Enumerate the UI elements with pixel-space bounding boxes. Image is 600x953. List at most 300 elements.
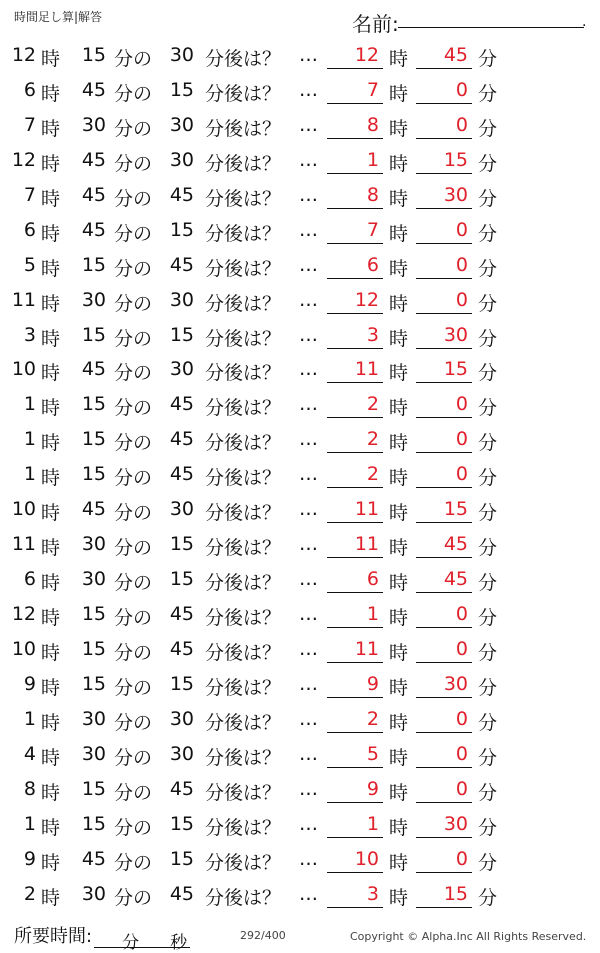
answer-hour-field[interactable]: [327, 566, 383, 593]
answer-minute-label: 分: [478, 711, 498, 734]
ellipsis: …: [299, 498, 318, 521]
added-minutes: 15: [169, 812, 194, 835]
hour-label: 時: [41, 746, 61, 769]
answer-hour-label: 時: [389, 362, 409, 385]
added-minutes: 15: [169, 323, 194, 346]
hour-label: 時: [41, 572, 61, 595]
answer-minute: 0: [455, 707, 468, 730]
answer-hour-label: 時: [389, 676, 409, 699]
minute-of-label: 分の: [114, 537, 153, 560]
answer-hour-label: 時: [389, 641, 409, 664]
answer-minute-label: 分: [478, 467, 498, 490]
added-minutes: 15: [169, 847, 194, 870]
added-minutes: 45: [169, 428, 194, 451]
answer-hour-label: 時: [389, 572, 409, 595]
minute-of-label: 分の: [114, 222, 153, 245]
ellipsis: …: [299, 847, 318, 870]
minutes-after-label: 分後は？: [205, 397, 282, 420]
answer-minute-label: 分: [478, 362, 498, 385]
minute-of-label: 分の: [114, 676, 153, 699]
answer-hour-field[interactable]: [327, 776, 383, 803]
answer-minute: 0: [455, 253, 468, 276]
hour-label: 時: [41, 362, 61, 385]
answer-hour-label: 時: [389, 48, 409, 70]
answer-hour-field[interactable]: [327, 531, 383, 558]
hour-label: 時: [41, 676, 61, 699]
hour-label: 時: [41, 117, 61, 140]
answer-minute-label: 分: [478, 257, 498, 280]
minutes-after-label: 分後は？: [205, 362, 282, 385]
answer-minute: 15: [443, 882, 468, 905]
ellipsis: …: [299, 393, 318, 416]
answer-minute-field[interactable]: [416, 636, 472, 663]
minute-of-label: 分の: [114, 327, 153, 350]
start-hour: 8: [23, 777, 36, 800]
answer-minute: 0: [455, 78, 468, 101]
minute-of-label: 分の: [114, 187, 153, 210]
answer-hour-field[interactable]: [327, 217, 383, 244]
answer-hour: 2: [366, 428, 379, 451]
hour-label: 時: [41, 292, 61, 315]
answer-hour-label: 時: [389, 327, 409, 350]
answer-hour-field[interactable]: [327, 182, 383, 209]
ellipsis: …: [299, 358, 318, 381]
answer-minute-label: 分: [478, 572, 498, 595]
start-hour: 2: [23, 882, 36, 905]
answer-hour: 1: [366, 603, 379, 625]
answer-hour-label: 時: [389, 467, 409, 490]
answer-hour-label: 時: [389, 607, 409, 629]
ellipsis: …: [299, 603, 318, 625]
start-hour: 9: [23, 672, 36, 695]
answer-minute: 0: [455, 463, 468, 486]
problem-row: [0, 387, 600, 422]
start-hour: 10: [11, 498, 36, 521]
problem-row: [0, 772, 600, 807]
answer-minute-field[interactable]: [416, 461, 472, 488]
answer-minute-field[interactable]: [416, 147, 472, 174]
answer-minute-label: 分: [478, 327, 498, 350]
start-minute: 15: [81, 812, 106, 835]
answer-hour-label: 時: [389, 851, 409, 874]
answer-hour: 3: [366, 323, 379, 346]
answer-hour-field[interactable]: [327, 636, 383, 663]
minute-of-label: 分の: [114, 886, 153, 909]
minutes-after-label: 分後は？: [205, 572, 282, 595]
added-minutes: 30: [169, 498, 194, 521]
answer-hour: 10: [354, 847, 379, 870]
start-hour: 11: [11, 533, 36, 556]
added-minutes: 30: [169, 148, 194, 171]
start-hour: 12: [11, 603, 36, 625]
answer-minute-label: 分: [478, 641, 498, 664]
problem-row: [0, 842, 600, 877]
start-minute: 45: [81, 183, 106, 206]
problem-row: [0, 73, 600, 108]
answer-hour-label: 時: [389, 711, 409, 734]
ellipsis: …: [299, 777, 318, 800]
problem-row: [0, 457, 600, 492]
hour-label: 時: [41, 327, 61, 350]
start-minute: 15: [81, 44, 106, 66]
answer-minute-field[interactable]: [416, 531, 472, 558]
second-unit: 秒: [170, 933, 188, 953]
start-hour: 7: [23, 183, 36, 206]
answer-hour: 7: [366, 78, 379, 101]
hour-label: 時: [41, 641, 61, 664]
answer-hour: 5: [366, 742, 379, 765]
answer-minute-field[interactable]: [416, 566, 472, 593]
problem-row: [0, 527, 600, 562]
answer-hour: 6: [366, 568, 379, 591]
answer-hour: 11: [354, 498, 379, 521]
minutes-after-label: 分後は？: [205, 816, 282, 839]
hour-label: 時: [41, 397, 61, 420]
minutes-after-label: 分後は？: [205, 781, 282, 804]
answer-hour-field[interactable]: [327, 322, 383, 349]
answer-minute-field[interactable]: [416, 391, 472, 418]
answer-hour: 1: [366, 148, 379, 171]
elapsed-time-label: 所要時間:: [14, 926, 93, 947]
minute-unit: 分: [122, 933, 140, 953]
answer-minute: 15: [443, 498, 468, 521]
answer-hour-field[interactable]: [327, 77, 383, 104]
ellipsis: …: [299, 742, 318, 765]
start-minute: 15: [81, 428, 106, 451]
answer-hour: 8: [366, 113, 379, 136]
minutes-after-label: 分後は？: [205, 117, 282, 140]
minute-of-label: 分の: [114, 746, 153, 769]
answer-minute-field[interactable]: [416, 356, 472, 383]
start-hour: 7: [23, 113, 36, 136]
start-hour: 1: [23, 463, 36, 486]
answer-minute-field[interactable]: [416, 496, 472, 523]
hour-label: 時: [41, 82, 61, 105]
hour-label: 時: [41, 48, 61, 70]
start-hour: 9: [23, 847, 36, 870]
answer-minute-label: 分: [478, 886, 498, 909]
minute-of-label: 分の: [114, 362, 153, 385]
start-hour: 10: [11, 637, 36, 660]
answer-hour-label: 時: [389, 117, 409, 140]
added-minutes: 30: [169, 288, 194, 311]
ellipsis: …: [299, 463, 318, 486]
answer-hour: 1: [366, 812, 379, 835]
minute-of-label: 分の: [114, 152, 153, 175]
problem-row: [0, 562, 600, 597]
start-minute: 45: [81, 78, 106, 101]
answer-hour-field[interactable]: [327, 147, 383, 174]
start-minute: 45: [81, 218, 106, 241]
answer-minute: 0: [455, 113, 468, 136]
answer-minute: 0: [455, 428, 468, 451]
start-minute: 15: [81, 463, 106, 486]
answer-hour-field[interactable]: [327, 356, 383, 383]
start-minute: 45: [81, 358, 106, 381]
answer-hour-label: 時: [389, 432, 409, 455]
answer-hour-field[interactable]: [327, 287, 383, 314]
answer-minute-field[interactable]: [416, 322, 472, 349]
start-minute: 30: [81, 742, 106, 765]
answer-minute: 45: [443, 568, 468, 591]
answer-minute: 0: [455, 742, 468, 765]
answer-hour: 9: [366, 672, 379, 695]
answer-minute-label: 分: [478, 397, 498, 420]
answer-minute: 0: [455, 393, 468, 416]
answer-hour-label: 時: [389, 292, 409, 315]
ellipsis: …: [299, 323, 318, 346]
answer-minute: 0: [455, 603, 468, 625]
minute-of-label: 分の: [114, 432, 153, 455]
answer-minute: 15: [443, 358, 468, 381]
minute-of-label: 分の: [114, 117, 153, 140]
answer-hour-label: 時: [389, 82, 409, 105]
answer-minute-label: 分: [478, 676, 498, 699]
problem-row: [0, 108, 600, 143]
minute-of-label: 分の: [114, 781, 153, 804]
answer-hour-field[interactable]: [327, 112, 383, 139]
answer-hour-field[interactable]: [327, 706, 383, 733]
answer-hour-label: 時: [389, 397, 409, 420]
ellipsis: …: [299, 183, 318, 206]
answer-hour-label: 時: [389, 746, 409, 769]
answer-minute-field[interactable]: [416, 881, 472, 908]
answer-hour-field[interactable]: [327, 741, 383, 768]
copyright: Copyright © Alpha.Inc All Rights Reserved.: [350, 930, 587, 943]
answer-hour-field[interactable]: [327, 846, 383, 873]
minute-of-label: 分の: [114, 607, 153, 629]
answer-minute-field[interactable]: [416, 671, 472, 698]
elapsed-time: [14, 922, 190, 953]
answer-minute-label: 分: [478, 746, 498, 769]
name-input-line[interactable]: [398, 27, 584, 28]
added-minutes: 45: [169, 637, 194, 660]
answer-minute-field[interactable]: [416, 811, 472, 838]
minutes-after-label: 分後は？: [205, 537, 282, 560]
start-hour: 12: [11, 44, 36, 66]
answer-hour: 9: [366, 777, 379, 800]
problem-row: [0, 178, 600, 213]
answer-hour-field[interactable]: [327, 881, 383, 908]
start-minute: 15: [81, 777, 106, 800]
answer-minute-field[interactable]: [416, 601, 472, 628]
problem-row: [0, 318, 600, 353]
answer-minute-label: 分: [478, 537, 498, 560]
ellipsis: …: [299, 288, 318, 311]
start-minute: 45: [81, 148, 106, 171]
minutes-after-label: 分後は？: [205, 746, 282, 769]
minute-of-label: 分の: [114, 467, 153, 490]
answer-minute: 45: [443, 44, 468, 66]
minute-of-label: 分の: [114, 397, 153, 420]
minute-of-label: 分の: [114, 257, 153, 280]
name-label: 名前:: [352, 12, 399, 36]
start-minute: 15: [81, 603, 106, 625]
answer-minute-field[interactable]: [416, 252, 472, 279]
problem-row: [0, 632, 600, 667]
added-minutes: 15: [169, 568, 194, 591]
answer-minute-field[interactable]: [416, 217, 472, 244]
minutes-after-label: 分後は？: [205, 292, 282, 315]
hour-label: 時: [41, 711, 61, 734]
hour-label: 時: [41, 152, 61, 175]
added-minutes: 30: [169, 113, 194, 136]
answer-minute: 30: [443, 323, 468, 346]
answer-hour-field[interactable]: [327, 811, 383, 838]
answer-hour-field[interactable]: [327, 671, 383, 698]
minutes-after-label: 分後は？: [205, 152, 282, 175]
answer-minute-label: 分: [478, 48, 498, 70]
start-minute: 15: [81, 637, 106, 660]
answer-hour-label: 時: [389, 152, 409, 175]
start-hour: 5: [23, 253, 36, 276]
answer-hour-field[interactable]: [327, 601, 383, 628]
start-minute: 30: [81, 288, 106, 311]
minute-of-label: 分の: [114, 816, 153, 839]
answer-minute-field[interactable]: [416, 77, 472, 104]
answer-hour: 11: [354, 358, 379, 381]
problem-row: [0, 352, 600, 387]
start-hour: 11: [11, 288, 36, 311]
start-hour: 4: [23, 742, 36, 765]
answer-minute-label: 分: [478, 502, 498, 525]
added-minutes: 45: [169, 882, 194, 905]
worksheet-title: 時間足し算|解答: [14, 10, 103, 24]
answer-minute-label: 分: [478, 781, 498, 804]
minutes-after-label: 分後は？: [205, 502, 282, 525]
start-hour: 1: [23, 393, 36, 416]
answer-minute: 0: [455, 218, 468, 241]
minutes-after-label: 分後は？: [205, 607, 282, 629]
answer-hour-field[interactable]: [327, 252, 383, 279]
answer-hour-label: 時: [389, 537, 409, 560]
ellipsis: …: [299, 637, 318, 660]
start-minute: 30: [81, 568, 106, 591]
added-minutes: 30: [169, 742, 194, 765]
answer-minute: 0: [455, 637, 468, 660]
added-minutes: 30: [169, 707, 194, 730]
answer-minute: 15: [443, 148, 468, 171]
added-minutes: 15: [169, 533, 194, 556]
hour-label: 時: [41, 781, 61, 804]
start-minute: 15: [81, 253, 106, 276]
answer-hour-label: 時: [389, 257, 409, 280]
added-minutes: 30: [169, 358, 194, 381]
answer-minute-field[interactable]: [416, 182, 472, 209]
problem-row: [0, 737, 600, 772]
start-hour: 6: [23, 78, 36, 101]
answer-hour: 11: [354, 637, 379, 660]
problem-row: [0, 492, 600, 527]
answer-hour: 8: [366, 183, 379, 206]
answer-minute-label: 分: [478, 152, 498, 175]
hour-label: 時: [41, 537, 61, 560]
answer-minute-field[interactable]: [416, 426, 472, 453]
minute-of-label: 分の: [114, 711, 153, 734]
start-minute: 30: [81, 707, 106, 730]
answer-hour-label: 時: [389, 187, 409, 210]
answer-hour-field[interactable]: [327, 496, 383, 523]
answer-minute-field[interactable]: [416, 42, 472, 69]
elapsed-time-field[interactable]: [94, 931, 190, 953]
minutes-after-label: 分後は？: [205, 851, 282, 874]
answer-minute-label: 分: [478, 816, 498, 839]
hour-label: 時: [41, 467, 61, 490]
minute-of-label: 分の: [114, 641, 153, 664]
hour-label: 時: [41, 257, 61, 280]
name-dot: .: [582, 14, 587, 30]
problem-row: [0, 213, 600, 248]
problem-row: [0, 143, 600, 178]
answer-minute: 45: [443, 533, 468, 556]
minute-of-label: 分の: [114, 851, 153, 874]
answer-minute-field[interactable]: [416, 776, 472, 803]
answer-minute-label: 分: [478, 82, 498, 105]
answer-minute-field[interactable]: [416, 287, 472, 314]
added-minutes: 45: [169, 183, 194, 206]
answer-hour-field[interactable]: [327, 42, 383, 69]
answer-minute-field[interactable]: [416, 706, 472, 733]
answer-minute-label: 分: [478, 292, 498, 315]
answer-hour-label: 時: [389, 816, 409, 839]
answer-hour-label: 時: [389, 781, 409, 804]
answer-hour: 6: [366, 253, 379, 276]
answer-minute-field[interactable]: [416, 741, 472, 768]
answer-hour: 7: [366, 218, 379, 241]
ellipsis: …: [299, 218, 318, 241]
problem-row: [0, 283, 600, 318]
answer-minute-field[interactable]: [416, 846, 472, 873]
hour-label: 時: [41, 886, 61, 909]
ellipsis: …: [299, 428, 318, 451]
start-minute: 15: [81, 672, 106, 695]
minutes-after-label: 分後は？: [205, 886, 282, 909]
answer-minute-label: 分: [478, 117, 498, 140]
answer-minute-label: 分: [478, 607, 498, 629]
answer-hour-field[interactable]: [327, 461, 383, 488]
answer-hour: 12: [354, 44, 379, 66]
answer-hour-label: 時: [389, 502, 409, 525]
answer-hour-field[interactable]: [327, 426, 383, 453]
added-minutes: 15: [169, 672, 194, 695]
answer-hour: 2: [366, 393, 379, 416]
hour-label: 時: [41, 816, 61, 839]
answer-hour-label: 時: [389, 222, 409, 245]
minute-of-label: 分の: [114, 82, 153, 105]
ellipsis: …: [299, 44, 318, 66]
ellipsis: …: [299, 812, 318, 835]
ellipsis: …: [299, 148, 318, 171]
answer-minute: 0: [455, 777, 468, 800]
hour-label: 時: [41, 187, 61, 210]
ellipsis: …: [299, 113, 318, 136]
added-minutes: 45: [169, 603, 194, 625]
answer-hour-field[interactable]: [327, 391, 383, 418]
start-hour: 1: [23, 428, 36, 451]
minutes-after-label: 分後は？: [205, 257, 282, 280]
problem-row: [0, 807, 600, 842]
ellipsis: …: [299, 882, 318, 905]
answer-minute: 0: [455, 288, 468, 311]
start-minute: 15: [81, 323, 106, 346]
ellipsis: …: [299, 253, 318, 276]
answer-hour-label: 時: [389, 886, 409, 909]
ellipsis: …: [299, 672, 318, 695]
hour-label: 時: [41, 222, 61, 245]
start-hour: 1: [23, 812, 36, 835]
answer-minute-field[interactable]: [416, 112, 472, 139]
problem-row: [0, 597, 600, 632]
